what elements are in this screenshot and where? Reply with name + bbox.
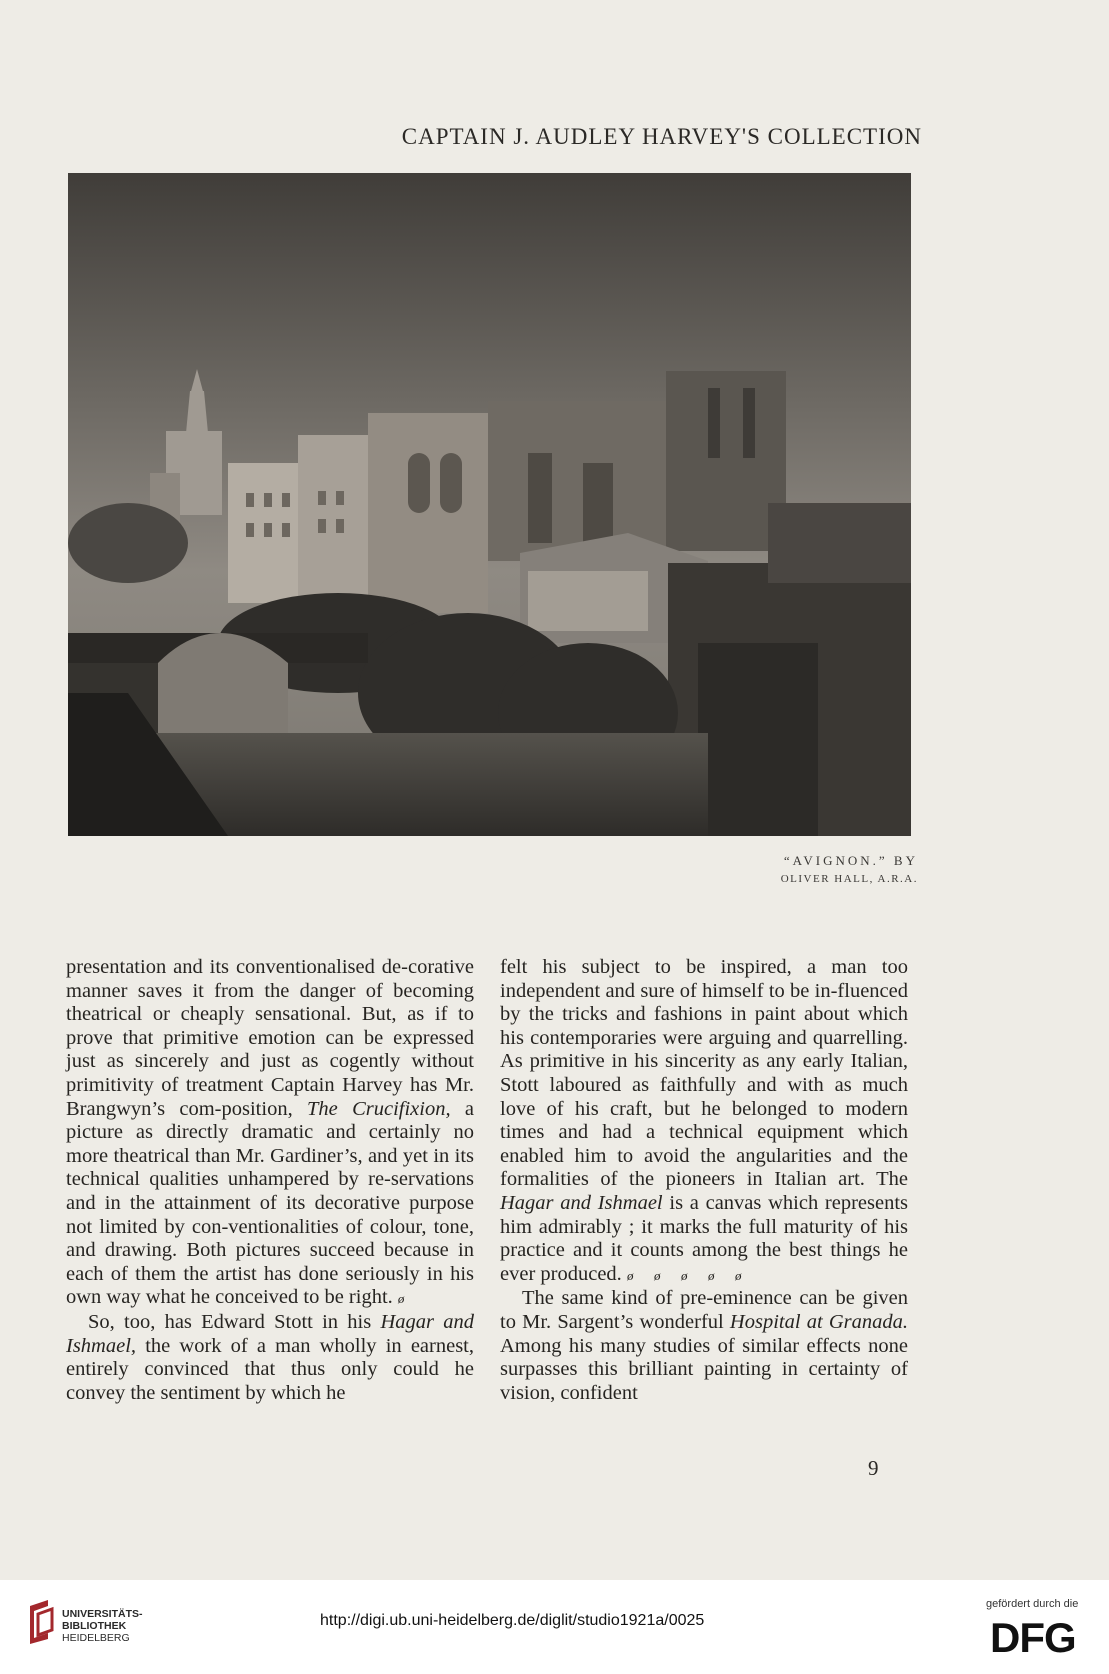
- ornament-mark: ø: [397, 1291, 405, 1307]
- right-text-3: The same kind of pre-eminence can be given to Mr. Sargent’s wonderful: [500, 1287, 908, 1333]
- right-text-2: is a canvas which represents him admirably ; it marks the full maturity of his practice and it counts among the best things he ever produced.: [500, 1191, 909, 1285]
- left-title-hagar: Hagar and Ishmael,: [66, 1310, 474, 1357]
- ornament-mark: ø: [680, 1267, 688, 1283]
- caption-title: “AVIGNON.” BY: [783, 853, 918, 868]
- right-title-hagar: Hagar and Ishmael: [500, 1191, 663, 1214]
- left-paragraph-2: [66, 1311, 474, 1405]
- ornament-mark: ø: [653, 1267, 661, 1283]
- left-text-2: a picture as directly dramatic and certainly no more theatrical than Mr. Gardiner’s, and yet in its technical qualities unhampered by re-servations and in the attainment of its decorative purpose not limited by con-ventionalities of colour, tone, and drawing. Both pictures succeed because in each of them the artist has done seriously in his own way what he conceived to be right.: [66, 1097, 475, 1309]
- right-title-hospital: Hospital at Granada.: [729, 1310, 908, 1333]
- left-text-1: presentation and its conventionalised de-corative manner saves it from the danger of becoming theatrical or cheaply sensational. But, as if to prove that primitive emotion can be expressed just as sincerely and just as cogently without primitivity of treatment Captain Harvey has Mr. Brangwyn’s com-position,: [66, 956, 474, 1120]
- right-paragraph-1: [500, 956, 908, 1287]
- avignon-painting-reproduction: [68, 173, 911, 836]
- ornament-mark: ø: [626, 1267, 634, 1283]
- ornament-mark: ø: [734, 1267, 742, 1283]
- running-title: CAPTAIN J. AUDLEY HARVEY'S COLLECTION: [401, 124, 922, 149]
- permalink[interactable]: http://digi.ub.uni-heidelberg.de/diglit/studio1921a/0025: [320, 1612, 705, 1629]
- right-paragraph-2: [500, 1287, 908, 1405]
- library-name: [62, 1608, 143, 1644]
- left-text-3: So, too, has Edward Stott in his: [88, 1310, 372, 1333]
- right-text-4: Among his many studies of similar effects none surpasses this brilliant painting in certainty of vision, confident: [500, 1334, 908, 1404]
- dfg-logo: DFG: [990, 1614, 1076, 1661]
- ornament-mark: ø: [707, 1267, 715, 1283]
- digitization-footer: [0, 1580, 1109, 1674]
- left-column: [66, 956, 474, 1405]
- left-paragraph-1: [66, 956, 474, 1311]
- funding-note: gefördert durch die: [986, 1598, 1079, 1610]
- caption-artist: OLIVER HALL, A.R.A.: [780, 873, 918, 885]
- page-number: 9: [868, 1456, 879, 1480]
- figure-caption: [600, 852, 918, 888]
- library-name-line3: HEIDELBERG: [62, 1632, 130, 1644]
- left-title-crucifixion: The Crucifixion,: [307, 1097, 451, 1120]
- right-column: [500, 956, 908, 1405]
- library-name-line2: BIBLIOTHEK: [62, 1620, 127, 1632]
- library-name-line1: UNIVERSITÄTS-: [62, 1608, 143, 1620]
- library-logo-icon: [26, 1600, 56, 1644]
- right-text-1: felt his subject to be inspired, a man too independent and sure of himself to be in-fluenced by the tricks and fashions in paint about which his contemporaries were arguing and quarrelling. As primitive in his sincerity as any early Italian, Stott laboured as faithfully and with as much love of his craft, but he belonged to modern times and had a technical equipment which enabled him to avoid the angularities and the formalities of the pioneers in Italian art. The: [500, 956, 908, 1191]
- left-text-4: the work of a man wholly in earnest, entirely convinced that thus only could he convey the sentiment by which he: [66, 1334, 474, 1404]
- avignon-painting: [68, 173, 911, 836]
